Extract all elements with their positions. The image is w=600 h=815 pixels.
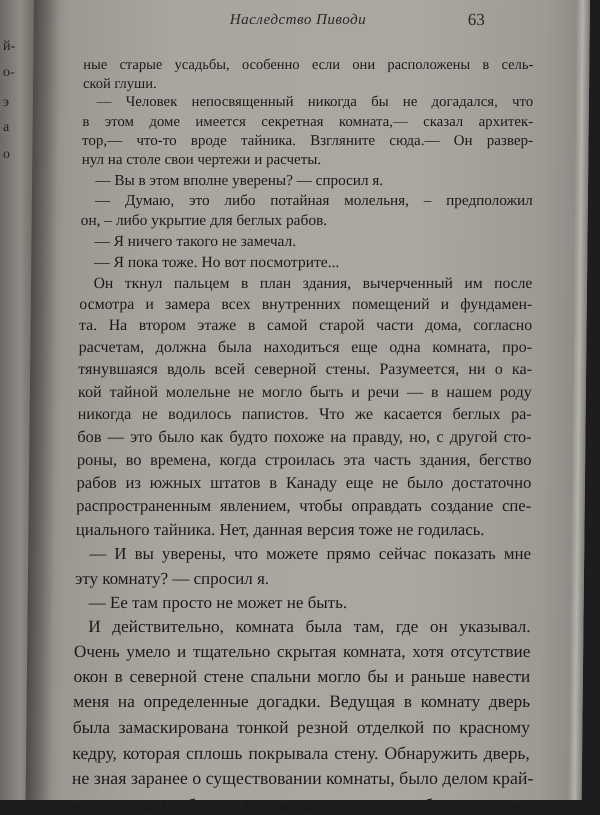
text-line: Он ткнул пальцем в план здания, вычерченный им после	[93, 274, 533, 292]
text-line: меня на определенные догадки. Ведущая в комнату дверь	[73, 691, 531, 712]
text-line: распространенным явлением, чтобы оправдать создание спе-	[76, 496, 532, 516]
text-line: И действительно, комната была там, где он указывал.	[88, 617, 531, 637]
page-number: 63	[467, 10, 485, 29]
text-line: — Человек непосвященный никогда бы не догадался, что	[96, 94, 534, 111]
text-line: никогда не водилось папистов. Что же касается беглых ра-	[77, 405, 532, 424]
text-line: не сложным, ибо она не имела ничего, хотя бы отдаленно	[71, 794, 530, 815]
text-line: Очень умело и тщательно скрытая комната, хотя отсутствие	[73, 642, 531, 662]
prev-page-fragment: а	[3, 120, 10, 135]
prev-page-fragment: э	[3, 95, 10, 110]
text-line: — Вы в этом вполне уверены? — спросил я.	[95, 172, 384, 190]
text-line: ные старые усадьбы, особенно если они расположены в сель-	[83, 57, 534, 73]
text-line: окон в северной стене спальни могло бы и раньше навести	[73, 666, 531, 687]
book-page	[26, 0, 590, 815]
text-line: тянувшаяся вдоль всей северной стены. Разумеется, ни о ка-	[78, 360, 533, 378]
text-line: рабов из южных штатов в Канаду еще не было достаточно	[76, 472, 532, 492]
text-line: роны, во времена, когда строилась эта часть здания, бегство	[76, 449, 532, 469]
running-title: Наследство Пиводи	[229, 12, 367, 28]
text-line: та. На втором этаже в самой старой части дома, согласно	[78, 317, 533, 335]
running-header	[34, 6, 590, 32]
text-line: тор,— что-то вроде тайника. Взгляните сюда.— Он развер-	[81, 132, 534, 149]
text-line: — Думаю, это либо потайная молельня, – предположил	[94, 192, 533, 210]
text-line: — И вы уверены, что можете прямо сейчас показать мне	[89, 543, 532, 563]
text-line: эту комнату? — спросил я.	[74, 568, 270, 588]
text-line: — Я пока тоже. Но вот посмотрите...	[93, 253, 340, 271]
text-line: кой тайной молельне не могло быть и речи — в нашем роду	[77, 382, 532, 401]
text-line: — Ее там просто не может не быть.	[88, 592, 348, 612]
text-line: расчетам, должна была находиться еще одна комната, про-	[78, 338, 533, 356]
text-line: осмотра и замера всех внутренних помещений и фундамен-	[79, 295, 533, 313]
text-line: нул на столе свои чертежи и расчеты.	[81, 152, 322, 169]
text-line: не зная заранее о существовании комнаты, было делом край-	[71, 768, 534, 789]
text-line: в этом доме имеется секретная комната,— сказал архитек-	[82, 113, 534, 130]
text-line: — Я ничего такого не замечал.	[94, 232, 297, 250]
prev-page-fragment: о-	[3, 65, 15, 80]
text-line: ской глуши.	[82, 75, 157, 92]
text-line: он, – либо укрытие для беглых рабов.	[80, 212, 328, 230]
prev-page-fragment: о	[3, 147, 10, 162]
prev-page-fragment: й-	[3, 39, 16, 54]
text-line: бов — это было как будто похоже на правду, но, с другой сто-	[77, 426, 532, 446]
text-line: кедру, которая сплошь покрывала стену. Обнаружить дверь,	[72, 742, 530, 763]
text-line: циального тайника. Нет, данная версия тоже не годилась.	[75, 519, 485, 539]
text-line: была замаскирована тонкой резной отделкой по красному	[72, 716, 531, 737]
